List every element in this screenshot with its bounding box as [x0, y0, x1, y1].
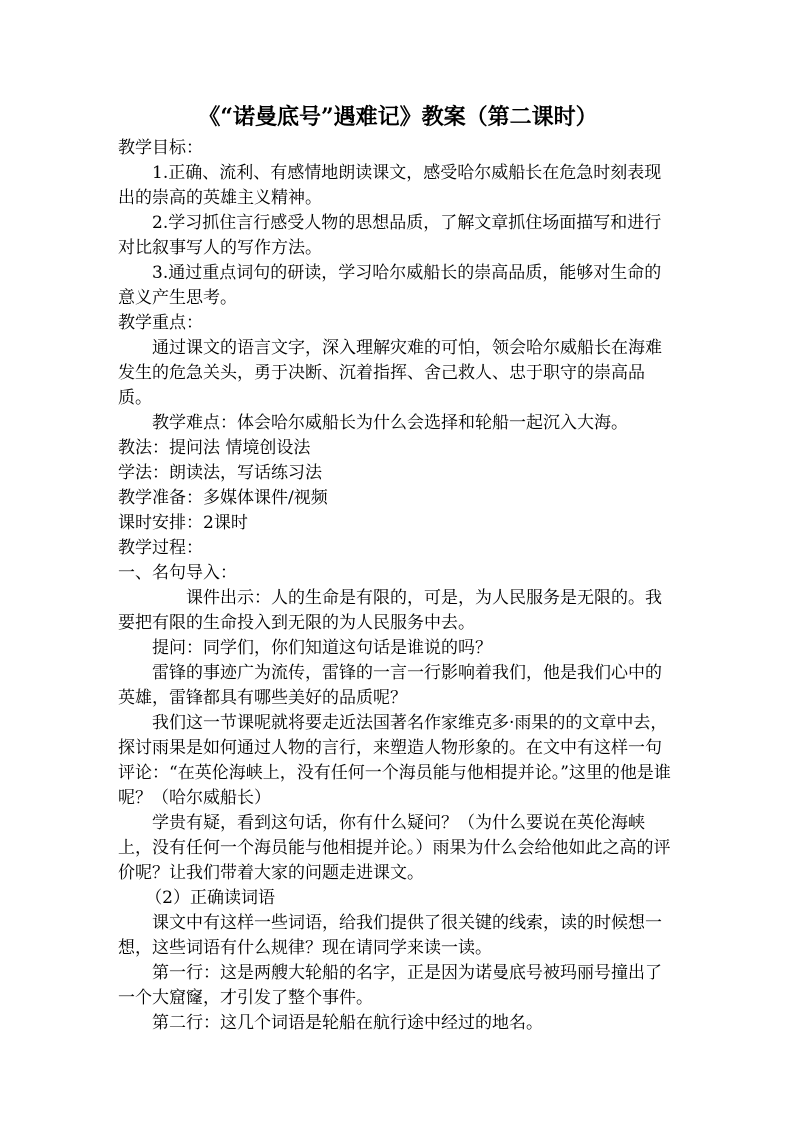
difficult-points: 教学难点：体会哈尔威船长为什么会选择和轮船一起沉入大海。 [152, 413, 628, 433]
objective-3: 3.通过重点词句的研读，学习哈尔威船长的崇高品质，能够对生命的意义产生思考。 [118, 263, 662, 308]
key-points-text: 通过课文的语言文字，深入理解灾难的可怕，领会哈尔威船长在海难发生的危急关头，勇于决断、沉着指挥、舍己救人、忠于职守的崇高品质。 [118, 338, 662, 408]
section-quote-intro: 一、名句导入： [118, 563, 237, 583]
line-two-paragraph: 第二行：这几个词语是轮船在航行途中经过的地名。 [152, 1013, 543, 1033]
subsection-read-words: （2）正确读词语 [145, 888, 276, 908]
document-title: 《“诺曼底号”遇难记》教案（第二课时） [198, 104, 598, 130]
heading-objectives: 教学目标： [118, 138, 203, 158]
heading-key-points: 教学重点： [118, 313, 203, 333]
words-paragraph: 课文中有这样一些词语，给我们提供了很关键的线索，读的时候想一想，这些词语有什么规律？现在请同学来读一读。 [118, 913, 662, 958]
objective-2: 2.学习抓住言行感受人物的思想品质，了解文章抓住场面描写和进行对比叙事写人的写作方法。 [118, 213, 662, 258]
courseware-quote: 课件出示：人的生命是有限的，可是，为人民服务是无限的。我要把有限的生命投入到无限的为人民服务中去。 [118, 588, 662, 633]
doubt-paragraph: 学贵有疑，看到这句话，你有什么疑问？（为什么要说在英伦海峡上，没有任何一个海员能与他相提并论。）雨果为什么会给他如此之高的评价呢？让我们带着大家的问题走进课文。 [118, 813, 671, 883]
document-body [118, 100, 678, 1036]
line-one-paragraph: 第一行：这是两艘大轮船的名字，正是因为诺曼底号被玛丽号撞出了一个大窟窿，才引发了整个事件。 [118, 963, 662, 1008]
hugo-paragraph: 我们这一节课呢就将要走近法国著名作家维克多·雨果的的文章中去，探讨雨果是如何通过人物的言行，来塑造人物形象的。在文中有这样一句评论：“在英伦海峡上，没有任何一个海员能与他相提并论。”这里的他是谁呢？（哈尔威船长） [118, 713, 671, 808]
class-schedule: 课时安排：2课时 [118, 513, 248, 533]
lei-feng-paragraph: 雷锋的事迹广为流传，雷锋的一言一行影响着我们，他是我们心中的英雄，雷锋都具有哪些美好的品质呢？ [118, 663, 662, 708]
learning-method: 学法：朗读法，写话练习法 [118, 463, 322, 483]
teaching-preparation: 教学准备：多媒体课件/视频 [118, 488, 328, 508]
heading-process: 教学过程： [118, 538, 203, 558]
question-paragraph: 提问：同学们，你们知道这句话是谁说的吗？ [152, 638, 492, 658]
objective-1: 1.正确、流利、有感情地朗读课文，感受哈尔威船长在危急时刻表现出的崇高的英雄主义精神。 [118, 163, 662, 208]
teaching-method: 教法：提问法 情境创设法 [118, 438, 311, 458]
